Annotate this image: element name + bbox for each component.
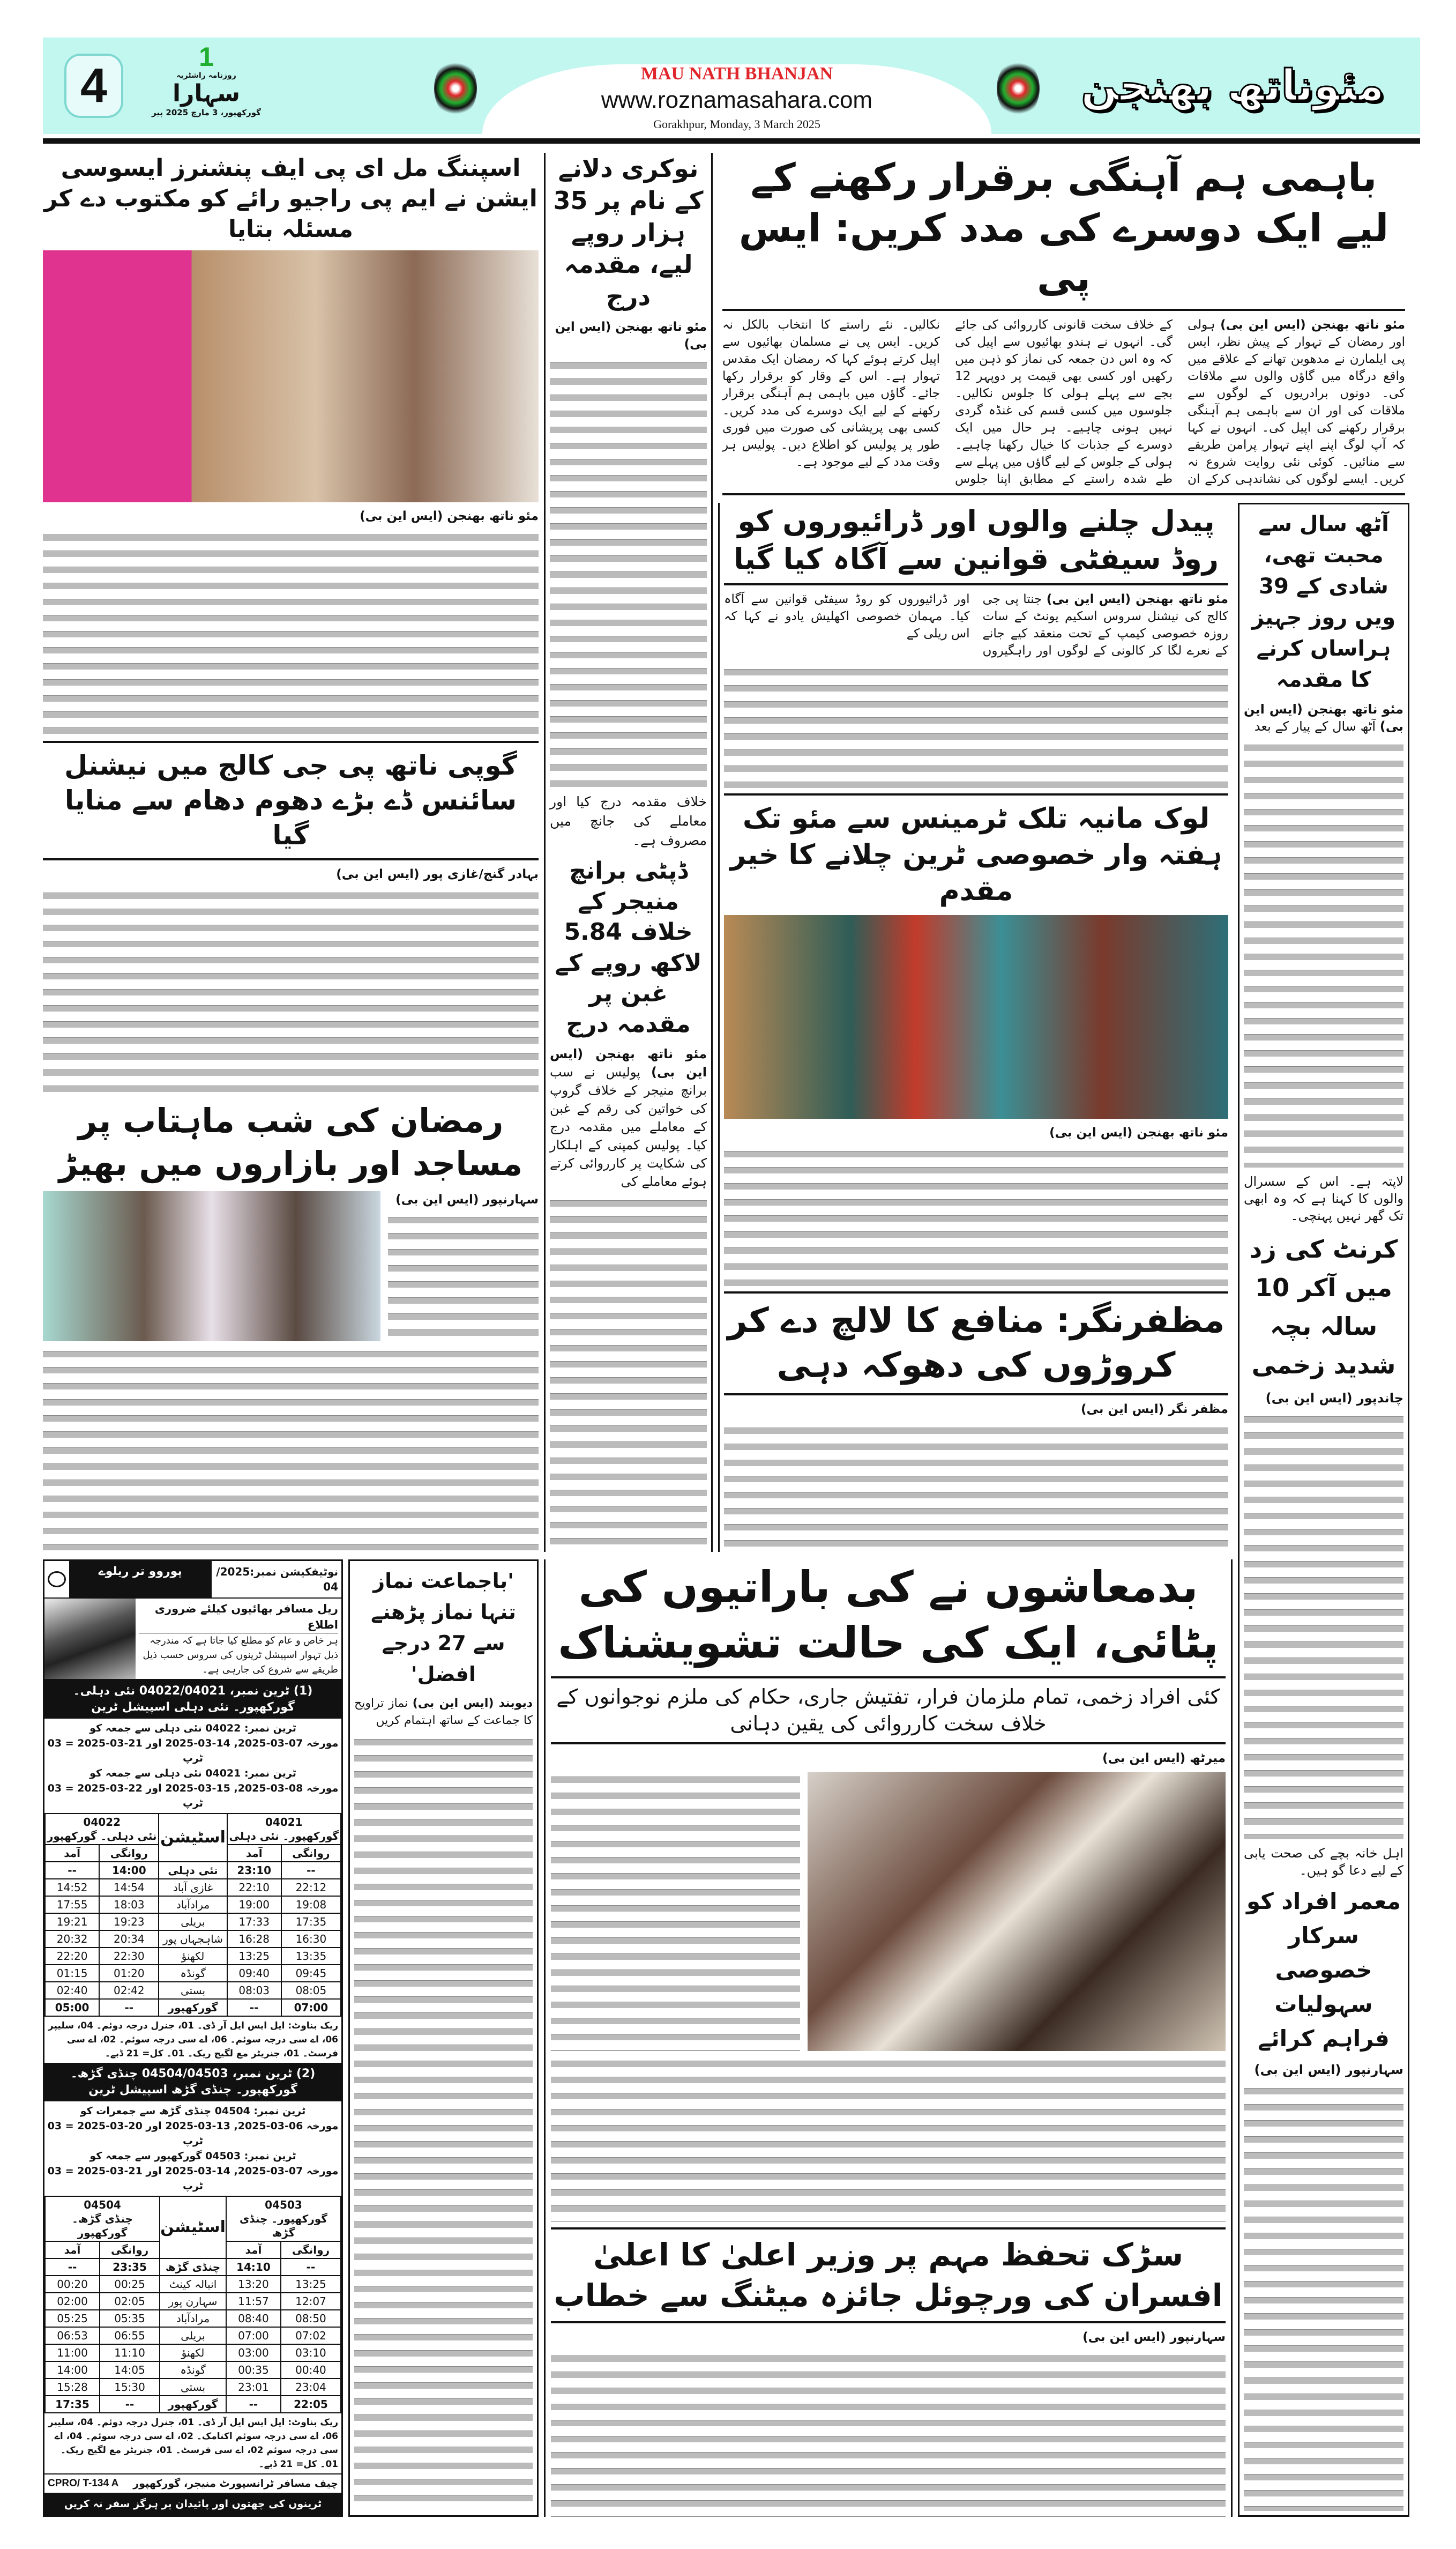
schedule-line: مورخہ 07-03-2025, 14-03-2025 اور 21-03-2025 = 03 ٹرپ — [47, 1737, 339, 1765]
station-cell: گورکھپور — [160, 2396, 226, 2413]
text-column — [1244, 2084, 1403, 2511]
timetable — [44, 2196, 341, 2413]
text-column — [1244, 740, 1403, 1168]
railway-advertisement — [43, 1559, 343, 2517]
schedule-line: مورخہ 08-03-2025, 15-03-2025 اور 22-03-2025 = 03 ٹرپ — [47, 1782, 339, 1810]
time-cell: 13:25 — [227, 1948, 281, 1965]
train-title: (1) ٹرین نمبر، 04022/04021 نئی دہلی۔ گورکھپور۔ نئی دہلی اسپیشل ٹرین — [44, 1680, 341, 1719]
headline-train-welcome: لوک مانیہ تلک ٹرمینس سے مئو تک ہفتہ وار خصوصی ٹرین چلانے کا خیر مقدم — [730, 802, 1222, 908]
time-cell: 20:34 — [99, 1930, 159, 1948]
headline-current-injury: کرنٹ کی زد میں آکر 10 سالہ بچہ شدید زخمی — [1249, 1234, 1398, 1379]
time-cell: 09:45 — [281, 1965, 341, 1982]
schedule-line: ٹرین نمبر: 04022 نئی دہلی سے جمعہ کو — [89, 1722, 296, 1735]
time-cell: -- — [281, 1862, 341, 1879]
time-cell: 00:20 — [45, 2276, 100, 2293]
table-row — [45, 2379, 341, 2396]
station-cell: گونڈہ — [160, 2361, 226, 2379]
city-title: مئوناتھ بھنجن — [1081, 61, 1384, 110]
time-cell: 00:40 — [281, 2361, 341, 2379]
time-cell: 13:35 — [281, 1948, 341, 1965]
divider — [724, 793, 1228, 796]
story-sp-harmony — [722, 316, 1405, 488]
top-story — [718, 153, 1409, 495]
time-cell: 17:55 — [45, 1896, 99, 1913]
story-body: نماز تراویح کا جماعت کے ساتھ اہتمام کریں — [354, 1697, 533, 1728]
story-lead-in: خلاف مقدمہ درج کیا اور معاملے کی جانچ میں مصروف ہے۔ — [550, 793, 707, 848]
time-cell: 07:02 — [281, 2327, 341, 2344]
time-cell: 03:00 — [226, 2344, 281, 2361]
divider — [722, 493, 1405, 495]
story-body: پولیس نے سب برانچ منیجر کے خلاف گروپ کی خواتین کی رقم کے غبن کے معاملے میں مقدمہ درج کیا۔ پولیس کمپنی کے اہلکار کی شکایت پر کارروائی کرتے ہوئے معاملے کی — [550, 1065, 707, 1190]
headline-ramadan-crowd: رمضان کی شب ماہتاب پر مساجد اور بازاروں میں بھیڑ — [58, 1101, 523, 1184]
table-row — [45, 1913, 341, 1930]
divider — [551, 1742, 1226, 1744]
time-cell: 14:00 — [45, 2361, 100, 2379]
time-cell: 15:28 — [45, 2379, 100, 2396]
logo-number: 1 — [199, 42, 214, 72]
train-route: نئی دہلی۔ گورکھپور — [47, 1830, 157, 1843]
text-column — [43, 530, 539, 736]
train-schedule — [44, 2101, 341, 2196]
station-cell: لکھنؤ — [160, 2344, 226, 2361]
text-column — [551, 2351, 1226, 2517]
table-row — [45, 2361, 341, 2379]
station-cell: غازی آباد — [159, 1879, 227, 1896]
railway-brand: پوروو تر ریلوے — [69, 1561, 212, 1597]
divider — [724, 1393, 1228, 1395]
taraweeh-box — [348, 1559, 539, 2517]
market-crowd-photo — [43, 1191, 380, 1341]
arrival-header: آمد — [227, 1845, 281, 1862]
table-row — [45, 1948, 341, 1965]
logo-tagline: روزنامہ راشٹریہ — [176, 71, 236, 80]
time-cell: -- — [227, 1999, 281, 2016]
text-column — [724, 1147, 1228, 1286]
divider — [724, 583, 1228, 585]
departure-header: روانگی — [281, 1845, 341, 1862]
dateline: مظفر نگر (ایس این بی) — [1080, 1402, 1228, 1417]
headline-baraat-attack: بدمعاشوں نے کی باراتیوں کی پٹائی، ایک کی حالت تشویشناک — [558, 1562, 1219, 1668]
time-cell: 07:00 — [226, 2327, 281, 2344]
time-cell: 05:00 — [45, 1999, 99, 2016]
time-cell: 14:10 — [226, 2258, 281, 2276]
schedule-line: مورخہ 07-03-2025, 14-03-2025 اور 21-03-2025 = 03 ٹرپ — [47, 2165, 339, 2193]
group-photo — [724, 915, 1228, 1119]
story-taraweeh — [354, 1695, 533, 1729]
headline-sp-harmony: باہمی ہم آہنگی برقرار رکھنے کے لیے ایک دوسرے کی مدد کریں: ایس پی — [738, 155, 1389, 301]
story-body: جنتا پی جی کالج کی نیشنل سروس اسکیم یونٹ کے سات روزہ خصوصی کیمپ کے تحت منعقد کیے جانے کے نعرے لگا کر کالونی کے لوگوں اور راہگیروں اور ڈرائیوروں کو روڈ سیفٹی قوانین سے آگاہ کیا۔ مہمان خصوصی اکھلیش یادو نے کہا کہ اس ریلی کے — [724, 592, 1228, 658]
station-header: اسٹیشن — [160, 2196, 226, 2258]
text-column — [551, 1772, 800, 2051]
logo-name: سہارا — [173, 80, 240, 107]
sun-emblem-icon — [997, 59, 1040, 118]
bottom-middle — [544, 1559, 1233, 2517]
dateline: سہارنپور (ایس این بی) — [395, 1192, 539, 1207]
divider — [724, 1291, 1228, 1294]
divider — [551, 1676, 1226, 1678]
story-current-tail: اہل خانہ بچے کی صحت یابی کے لیے دعا گو ہیں۔ — [1244, 1846, 1403, 1878]
station-cell: چنڈی گڑھ — [160, 2258, 226, 2276]
time-cell: -- — [45, 1862, 99, 1879]
time-cell: 02:42 — [99, 1982, 159, 1999]
website-url[interactable]: www.roznamasahara.com — [601, 87, 873, 113]
arrival-header: آمد — [45, 2241, 100, 2258]
station-cell: بریلی — [159, 1913, 227, 1930]
station-cell: مرادآباد — [160, 2310, 226, 2327]
headline-dowry-case: آٹھ سال سے محبت تھی، شادی کے 39 ویں روز جہیز ہراساں کرنے کا مقدمہ — [1251, 511, 1396, 692]
divider — [551, 2227, 1226, 2230]
time-cell: -- — [100, 2396, 160, 2413]
train-route: گورکھپور۔ چنڈی گڑھ — [240, 2212, 327, 2240]
time-cell: 08:50 — [281, 2310, 341, 2327]
rake-composition: ریک بناوٹ: ایل ایس ایل آر ڈی۔ 01، جنرل درجہ دوئم۔ 04، سلیپر 06، اے سی درجہ سوئم۔ 06، اے سی درجہ سوئم۔ 02، اے سی فرسٹ۔ 01، جنریٹر مع لگیج ریک۔ 01۔ کل= 21 ڈبے۔ — [48, 2020, 338, 2060]
time-cell: 16:30 — [281, 1930, 341, 1948]
time-cell: 23:01 — [226, 2379, 281, 2396]
dateline: مئو ناتھ بھنجن (ایس این بی) — [360, 509, 539, 523]
table-row — [45, 2396, 341, 2413]
train-route: چنڈی گڑھ۔ گورکھپور — [72, 2212, 133, 2240]
schedule-line: مورخہ 06-03-2025, 13-03-2025 اور 20-03-2025 = 03 ٹرپ — [47, 2120, 339, 2147]
sun-emblem-icon — [434, 59, 477, 118]
train-schedule — [44, 1719, 341, 1813]
table-row — [45, 2327, 341, 2344]
dateline: مئو ناتھ بھنجن (ایس این بی) — [550, 1046, 707, 1080]
station-cell: بریلی — [160, 2327, 226, 2344]
station-cell: شاہجہاں پور — [159, 1930, 227, 1948]
ad-title: ریل مسافر بھائیوں کیلئے ضروری اطلاع — [139, 1601, 338, 1633]
headline-spinning-mill: اسپننگ مل ای پی ایف پنشنرز ایسوسی ایشن نے ایم پی راجیو رائے کو مکتوب دے کر مسئلہ بتایا — [44, 154, 537, 243]
time-cell: 02:40 — [45, 1982, 99, 1999]
train-number: 04503 — [265, 2198, 302, 2212]
story-dowry-tail: لاپتہ ہے۔ اس کے سسرال والوں کا کہنا ہے کہ وہ ابھی تک گھر نہیں پہنچی۔ — [1244, 1173, 1403, 1223]
table-row — [45, 1982, 341, 1999]
headline-road-safety-rally: پیدل چلنے والوں اور ڈرائیوروں کو روڈ سیفٹی قوانین سے آگاہ کیا گیا — [734, 504, 1219, 576]
time-cell: 17:35 — [45, 2396, 100, 2413]
train-number: 04021 — [265, 1816, 303, 1829]
divider — [43, 741, 539, 743]
edition-title: MAU NATH BHANJAN — [640, 64, 833, 84]
arrival-header: آمد — [45, 1845, 99, 1862]
logo-date: گورکھپور، 3 مارچ 2025 پیر — [152, 108, 261, 117]
station-cell: نئی دہلی — [159, 1862, 227, 1879]
text-column — [724, 665, 1228, 788]
time-cell: 19:08 — [281, 1896, 341, 1913]
timetable — [44, 1813, 341, 2017]
departure-header: روانگی — [99, 1845, 159, 1862]
time-cell: 03:10 — [281, 2344, 341, 2361]
dateline: مئو ناتھ بھنجن (ایس این بی) — [1220, 317, 1405, 332]
schedule-line: ٹرین نمبر: 04021 نئی دہلی سے جمعہ کو — [89, 1767, 296, 1780]
headline-science-day: گوپی ناتھ پی جی کالج میں نیشنل سائنس ڈے بڑے دھوم دھام سے منایا گیا — [64, 750, 517, 851]
time-cell: 16:28 — [227, 1930, 281, 1948]
table-row — [45, 1965, 341, 1982]
middle-column — [718, 503, 1233, 1552]
time-cell: 01:20 — [99, 1965, 159, 1982]
headline-road-safety-meeting: سڑک تحفظ مہم پر وزیر اعلیٰ کا اعلیٰ افسران کی ورچوئل جائزہ میٹنگ سے خطاب — [554, 2236, 1223, 2314]
narrow-column — [544, 153, 713, 1552]
train-header — [226, 2196, 341, 2241]
time-cell: 17:33 — [227, 1913, 281, 1930]
schedule-line: ٹرین نمبر: 04504 چنڈی گڑھ سے جمعرات کو — [80, 2105, 306, 2117]
time-cell: 02:00 — [45, 2293, 100, 2310]
train-header — [45, 2196, 160, 2241]
train-number: 04504 — [84, 2198, 121, 2212]
text-column — [1244, 1412, 1403, 1839]
time-cell: 23:35 — [100, 2258, 160, 2276]
time-cell: 02:05 — [100, 2293, 160, 2310]
train-number: 04022 — [83, 1816, 121, 1829]
time-cell: 06:53 — [45, 2327, 100, 2344]
station-cell: گورکھپور — [159, 1999, 227, 2016]
station-cell: لکھنؤ — [159, 1948, 227, 1965]
headline-elderly-facilities: معمر افراد کو سرکار خصوصی سہولیات فراہم کرائے — [1246, 1888, 1401, 2052]
station-cell: گونڈہ — [159, 1965, 227, 1982]
time-cell: 11:10 — [100, 2344, 160, 2361]
time-cell: 14:52 — [45, 1879, 99, 1896]
story-deputy-manager — [550, 1045, 707, 1191]
table-row — [45, 1879, 341, 1896]
time-cell: 22:30 — [99, 1948, 159, 1965]
subheadline-baraat-attack: کئی افراد زخمی، تمام ملزمان فرار، تفتیش جاری، حکام کی ملزم نوجوانوں کے خلاف سخت کارروائی کی یقین دہانی — [556, 1685, 1220, 1735]
station-cell: بستی — [160, 2379, 226, 2396]
dateline: دیوبند (ایس این بی) — [412, 1697, 533, 1711]
time-cell: 19:00 — [227, 1896, 281, 1913]
time-cell: 12:07 — [281, 2293, 341, 2310]
table-row — [45, 2276, 341, 2293]
dateline: مئو ناتھ بھنجن (ایس این بی) — [555, 319, 707, 351]
story-dowry-case — [1244, 701, 1403, 735]
time-cell: 22:20 — [45, 1948, 99, 1965]
text-column — [388, 1213, 539, 1341]
text-column — [43, 1347, 539, 1552]
time-cell: 05:25 — [45, 2310, 100, 2327]
left-column — [43, 153, 539, 1552]
time-cell: 11:00 — [45, 2344, 100, 2361]
story-road-safety-rally — [724, 591, 1228, 659]
dateline: سہارنپور (ایس این بی) — [1082, 2330, 1226, 2345]
photo-caption — [551, 2056, 1226, 2222]
safety-warning: ٹرینوں کی چھتوں اور پائیدان پر ہرگز سفر نہ کریں — [44, 2493, 341, 2515]
newspaper-logo — [139, 43, 273, 118]
schedule-line: ٹرین نمبر: 04503 گورکھپور سے جمعہ کو — [89, 2150, 296, 2162]
ad-intro: ہر خاص و عام کو مطلع کیا جاتا ہے کہ مندرجہ ذیل تہوار اسپیشل ٹرینوں کی سروس حسب ذیل طریقے سے شروع کی جارہی ہے۔ — [143, 1635, 338, 1676]
time-cell: 06:55 — [100, 2327, 160, 2344]
table-row — [45, 2310, 341, 2327]
story-body: ہولی اور رمضان کے تہوار کے پیش نظر، ایس پی ایلمارن نے مدھوبن تھانے کے علاقے میں واقع درگاہ میں گاؤں والوں سے ملاقات کی۔ دونوں برادریوں کے لوگوں سے ملاقات کی اور ان سے باہمی ہم آہنگی برقرار رکھنے کی اپیل کی۔ انہوں نے کہا کہ آپ لوگ اپنے اپنے تہوار پرامن طریقے سے منائیں۔ کوئی نئی روایت شروع نہ کریں۔ ایسے لوگوں کی نشاندہی کرکے ان کے خلاف سخت قانونی کارروائی کی جائے گی۔ انہوں نے ہندو بھائیوں سے اپیل کی کہ وہ اس دن جمعہ کی نماز کو ذہن میں رکھیں اور کسی بھی قیمت پر دوپہر 12 بجے سے پہلے ہولی کا جلوس نکالیں۔ جلوسوں میں کسی قسم کی غنڈہ گردی نہیں ہونی چاہیے۔ ہر حال میں ایک دوسرے کے جذبات کا خیال رکھنا چاہیے۔ ہولی کے جلوس کے لیے گاؤں میں پہلے سے طے شدہ راستے کے مطابق اپنا جلوس نکالیں۔ نئے راستے کا انتخاب بالکل نہ کریں۔ ایس پی نے مسلمان بھائیوں سے اپیل کرتے ہوئے کہا کہ رمضان ایک مقدس تہوار ہے۔ اس کے وقار کو برقرار رکھا جائے۔ گاؤں میں باہمی ہم آہنگی برقرار رکھنے کے لیے ایک دوسرے کی مدد کریں۔ کسی بھی پریشانی کی صورت میں فوری طور پر پولیس کو اطلاع دیں۔ پولیس ہر وقت مدد کے لیے موجود ہے۔ — [722, 317, 1405, 486]
divider — [551, 2321, 1226, 2323]
time-cell: 23:10 — [227, 1862, 281, 1879]
departure-header: روانگی — [281, 2241, 341, 2258]
table-row — [45, 1999, 341, 2016]
time-cell: 17:35 — [281, 1913, 341, 1930]
dateline: مئو ناتھ بھنجن (ایس این بی) — [1046, 592, 1228, 607]
text-column — [550, 358, 707, 787]
time-cell: 23:04 — [281, 2379, 341, 2396]
dateline: مئو ناتھ بھنجن (ایس این بی) — [1244, 701, 1403, 734]
train-image — [44, 1599, 136, 1679]
edition-date: Gorakhpur, Monday, 3 March 2025 — [653, 117, 820, 131]
time-cell: 18:03 — [99, 1896, 159, 1913]
departure-header: روانگی — [100, 2241, 160, 2258]
table-row — [45, 2258, 341, 2276]
station-cell: انبالہ کینٹ — [160, 2276, 226, 2293]
railway-logo-icon — [44, 1561, 69, 1597]
text-column — [550, 1196, 707, 1552]
injured-man-photo — [808, 1772, 1226, 2051]
sidebar-box — [1238, 503, 1409, 2517]
headline-deputy-manager: ڈپٹی برانچ منیجر کے خلاف 5.84 لاکھ روپے کے غبن پر مقدمہ درج — [555, 857, 702, 1038]
divider — [43, 138, 1420, 144]
time-cell: 15:30 — [100, 2379, 160, 2396]
table-row — [45, 1862, 341, 1879]
time-cell: -- — [281, 2258, 341, 2276]
dateline: بہادر گنج/غازی پور (ایس این بی) — [336, 867, 539, 882]
time-cell: 20:32 — [45, 1930, 99, 1948]
time-cell: 13:20 — [226, 2276, 281, 2293]
station-cell: سہارن پور — [160, 2293, 226, 2310]
time-cell: -- — [226, 2396, 281, 2413]
time-cell: 14:54 — [99, 1879, 159, 1896]
rake-composition: ریک بناوٹ: ایل ایس ایل آر ڈی۔ 01، جنرل درجہ دوئم۔ 04، سلیپر 06، اے سی درجہ سوئم اکنامک۔ 02، اے سی درجہ سوئم۔ 04، اے سی درجہ سوئم 02، اے سی فرسٹ۔ 01، جنریٹر مع لگیج ریک۔ 01۔ کل= 21 ڈبے۔ — [48, 2417, 338, 2470]
time-cell: 00:35 — [226, 2361, 281, 2379]
time-cell: 07:00 — [281, 1999, 341, 2016]
station-cell: بستی — [159, 1982, 227, 1999]
pensioners-photo — [43, 250, 539, 502]
text-column — [43, 888, 539, 1094]
train-header — [45, 1814, 159, 1845]
headline-taraweeh: 'باجماعت نماز تنہا نماز پڑھنے سے 27 درجے افضل' — [371, 1569, 516, 1686]
issuer: چیف مسافر ٹرانسپورٹ منیجر، گورکھپور — [133, 2478, 338, 2490]
time-cell: -- — [99, 1999, 159, 2016]
table-row — [45, 2344, 341, 2361]
train-route: گورکھپور۔ نئی دہلی — [229, 1830, 339, 1843]
time-cell: 08:03 — [227, 1982, 281, 1999]
dateline: میرٹھ (ایس این بی) — [1102, 1751, 1226, 1766]
train-title: (2) ٹرین نمبر، 04504/04503 چنڈی گڑھ۔ گورکھپور۔ چنڈی گڑھ اسپیشل ٹرین — [44, 2063, 341, 2101]
time-cell: 11:57 — [226, 2293, 281, 2310]
divider — [722, 309, 1405, 311]
table-row — [45, 2293, 341, 2310]
time-cell: 14:00 — [99, 1862, 159, 1879]
bottom-left — [43, 1559, 539, 2517]
time-cell: 19:23 — [99, 1913, 159, 1930]
time-cell: 22:10 — [227, 1879, 281, 1896]
time-cell: 13:25 — [281, 2276, 341, 2293]
time-cell: 19:21 — [45, 1913, 99, 1930]
time-cell: 00:25 — [100, 2276, 160, 2293]
time-cell: 22:05 — [281, 2396, 341, 2413]
text-column — [724, 1423, 1228, 1552]
dateline: مئو ناتھ بھنجن (ایس این بی) — [1049, 1125, 1228, 1140]
table-row — [45, 1896, 341, 1913]
headline-muzaffarnagar-fraud: مظفرنگر: منافع کا لالچ دے کر کروڑوں کی دھوکہ دہی — [727, 1300, 1225, 1386]
page-number: 4 — [64, 54, 123, 118]
notification-number: نوٹیفکیشن نمبر:2025/ 04 — [216, 1565, 338, 1594]
dateline: چاندپور (ایس این بی) — [1265, 1390, 1403, 1406]
time-cell: 08:40 — [226, 2310, 281, 2327]
time-cell: 08:05 — [281, 1982, 341, 1999]
table-row — [45, 1930, 341, 1948]
dateline: سہارنپور (ایس این بی) — [1254, 2062, 1403, 2078]
divider — [43, 858, 539, 860]
arrival-header: آمد — [226, 2241, 281, 2258]
text-column — [354, 1735, 533, 2511]
time-cell: 05:35 — [100, 2310, 160, 2327]
headline-job-fraud: نوکری دلانے کے نام پر 35 ہزار روپے لیے، مقدمہ درج — [553, 154, 704, 311]
time-cell: 01:15 — [45, 1965, 99, 1982]
station-header: اسٹیشن — [159, 1814, 227, 1862]
time-cell: 09:40 — [227, 1965, 281, 1982]
train-header — [227, 1814, 341, 1845]
cpro-code: CPRO/ T-134 A — [48, 2478, 119, 2489]
time-cell: 14:05 — [100, 2361, 160, 2379]
time-cell: -- — [45, 2258, 100, 2276]
station-cell: مرادآباد — [159, 1896, 227, 1913]
story-body: آٹھ سال کے پیار کے بعد — [1254, 718, 1376, 734]
time-cell: 22:12 — [281, 1879, 341, 1896]
